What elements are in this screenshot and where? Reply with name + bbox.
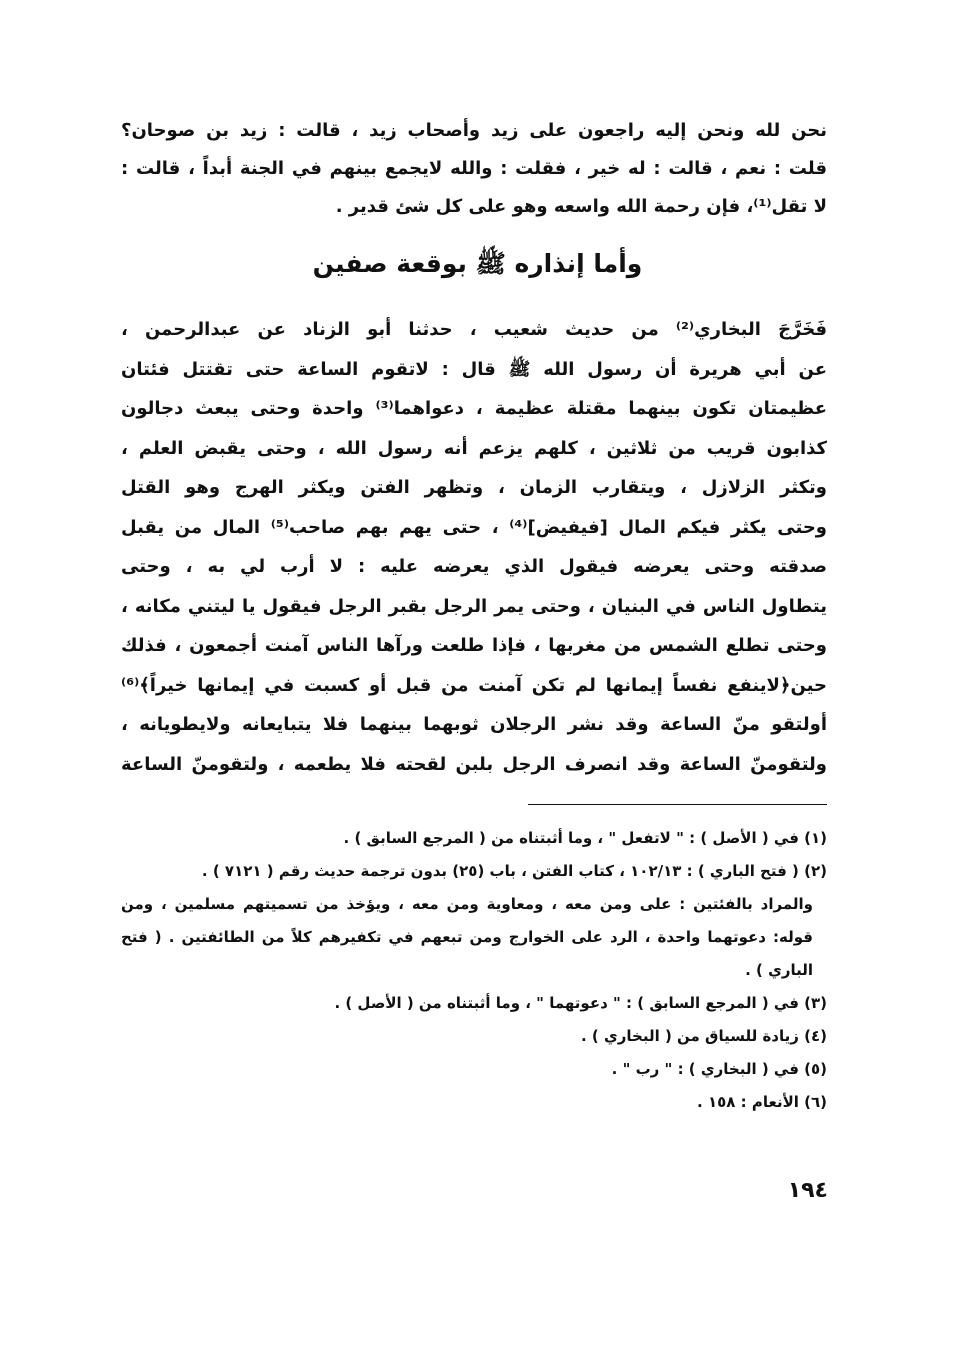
text-line: أولتقو منّ الساعة وقد نشر الرجلان ثوبهما بينهما فلا يتبايعانه ولايطويانه ، xyxy=(121,714,827,735)
text-line: صدقته وحتى يعرضه فيقول الذي يعرضه عليه : لا أرب لي به ، وحتى xyxy=(121,556,827,577)
footnote-divider xyxy=(528,804,827,805)
text-line: وحتى يكثر فيكم المال [فيفيض]⁽⁴⁾ ، حتى يهم بهم صاحب⁽⁵⁾ المال من يقبل xyxy=(121,516,827,538)
text-line: وحتى تطلع الشمس من مغربها ، فإذا طلعت ورآها الناس آمنت أجمعون ، فذلك xyxy=(121,635,827,656)
text-line: عن أبي هريرة أن رسول الله ﷺ قال : لاتقوم الساعة حتى تقتتل فئتان xyxy=(121,358,827,380)
section-heading: وأما إنذاره ﷺ بوقعة صفين xyxy=(312,249,643,278)
footnote: (٢) ( فتح الباري ) : ١٠٢/١٣ ، كتاب الفتن ، باب (٢٥) بدون ترجمة حديث رقم ( ٧١٢١ ) . xyxy=(201,862,827,880)
text-line: قلت : نعم ، قالت : له خير ، فقلت : والله لايجمع بينهم في الجنة أبداً ، قالت : xyxy=(121,158,827,179)
main-paragraph xyxy=(121,310,827,784)
text-line: حين﴿لاينفع نفساً إيمانها لم تكن آمنت من قبل أو كسبت في إيمانها خيراً﴾⁽⁶⁾ xyxy=(121,674,827,696)
intro-paragraph xyxy=(121,112,827,226)
footnote: (٦) الأنعام : ١٥٨ . xyxy=(697,1093,827,1111)
text-line: لا تقل⁽¹⁾، فإن رحمة الله واسعه وهو على كل شئ قدير . xyxy=(335,196,827,217)
text-line: ولتقومنّ الساعة وقد انصرف الرجل بلبن لقحته فلا يطعمه ، ولتقومنّ الساعة xyxy=(121,753,827,775)
footnotes xyxy=(121,822,827,1119)
text-line: يتطاول الناس في البنيان ، وحتى يمر الرجل بقبر الرجل فيقول يا ليتني مكانه ، xyxy=(121,595,827,617)
text-line: عظيمتان تكون بينهما مقتلة عظيمة ، دعواهما⁽³⁾ واحدة وحتى يبعث دجالون xyxy=(121,398,827,419)
footnote: (٥) في ( البخاري ) : " رب " . xyxy=(611,1060,827,1078)
text-line: كذابون قريب من ثلاثين ، كلهم يزعم أنه رسول الله ، وحتى يقبض العلم ، xyxy=(121,437,827,459)
page-number: ١٩٤ xyxy=(787,1178,828,1203)
footnote-continuation: قوله: دعوتهما واحدة ، الرد على الخوارج ومن تبعهم في تكفيرهم كلاً من الطائفتين . ( فتح xyxy=(121,928,813,946)
text-line: فَخَرَّجَ البخاري⁽²⁾ من حديث شعيب ، حدثنا أبو الزناد عن عبدالرحمن ، xyxy=(121,319,828,340)
footnote: (١) في ( الأصل ) : " لاتفعل " ، وما أثبتناه من ( المرجع السابق ) . xyxy=(343,829,827,847)
text-line: نحن لله ونحن إليه راجعون على زيد وأصحاب زيد ، قالت : زيد بن صوحان؟ xyxy=(121,120,827,141)
footnote: (٤) زيادة للسياق من ( البخاري ) . xyxy=(581,1027,827,1045)
text-line: وتكثر الزلازل ، ويتقارب الزمان ، وتظهر الفتن ويكثر الهرج وهو القتل xyxy=(121,477,827,498)
footnote-continuation: الباري ) . xyxy=(745,961,813,979)
footnote-continuation: والمراد بالفئتين : على ومن معه ، ومعاوية ومن معه ، ويؤخذ من تسميتهم مسلمين ، ومن xyxy=(121,895,813,913)
footnote: (٣) في ( المرجع السابق ) : " دعوتهما " ، وما أثبتناه من ( الأصل ) . xyxy=(334,994,827,1012)
